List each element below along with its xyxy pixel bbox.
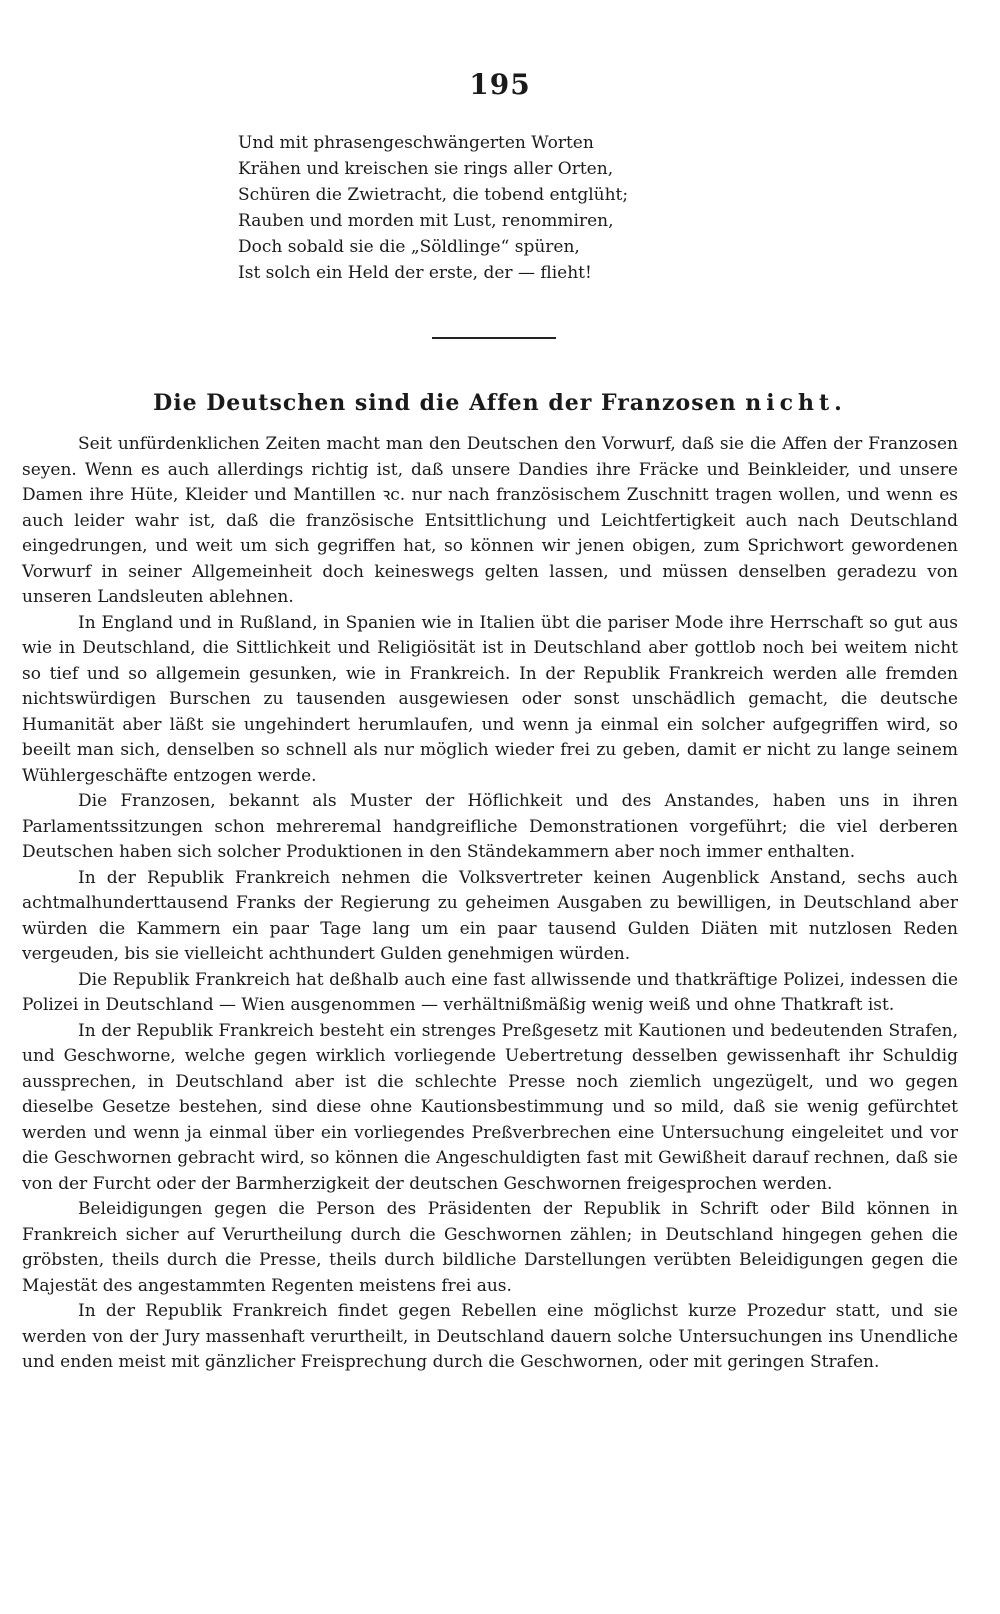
paragraph: Die Franzosen, bekannt als Muster der Höflichkeit und des Anstandes, haben uns in ihren Parlamentssitzungen schon mehreremal handgreifliche Demonstrationen vorgeführt; die viel derberen Deutschen haben sich solcher Produktionen in den Ständekammern aber noch immer enthalten. [22, 791, 958, 862]
poem-line: Doch sobald sie die „Söldlinge“ spüren, [238, 237, 580, 257]
section-heading-main: Die Deutschen sind die Affen der Franzosen [153, 390, 737, 416]
section-heading-emphasis: nicht. [745, 390, 847, 416]
paragraph: In der Republik Frankreich findet gegen Rebellen eine möglichst kurze Prozedur statt, und sie werden von der Jury massenhaft verurtheilt, in Deutschland dauern solche Untersuchungen ins Unendliche und enden meist mit gänzlicher Freisprechung durch die Geschwornen, oder mit geringen Strafen. [22, 1301, 958, 1372]
paragraph: Seit unfürdenklichen Zeiten macht man den Deutschen den Vorwurf, daß sie die Affen der Franzosen seyen. Wenn es auch allerdings richtig ist, daß unsere Dandies ihre Fräcke und Beinkleider, und unsere Damen ihre Hüte, Kleider und Mantillen ꝛc. nur nach französischem Zuschnitt tragen wollen, und wenn es auch leider wahr ist, daß die französische Entsittlichung und Leichtfertigkeit auch nach Deutschland eingedrungen, und weit um sich gegriffen hat, so können wir jenen obigen, zum Sprichwort gewordenen Vorwurf in seiner Allgemeinheit doch keineswegs gelten lassen, und müssen denselben geradezu von unseren Landsleuten ablehnen. [22, 434, 958, 607]
page-number: 195 [469, 68, 531, 101]
paragraph: Beleidigungen gegen die Person des Präsidenten der Republik in Schrift oder Bild können in Frankreich sicher auf Verurtheilung durch die Geschwornen zählen; in Deutschland hingegen gehen die gröbsten, theils durch die Presse, theils durch bildliche Darstellungen verübten Beleidigungen gegen die Majestät des angestammten Regenten meistens frei aus. [22, 1199, 958, 1296]
section-heading [0, 390, 1000, 416]
poem-line: Rauben und morden mit Lust, renommiren, [238, 211, 614, 231]
article-body [22, 432, 958, 1376]
poem-stanza [238, 130, 798, 286]
paragraph: In der Republik Frankreich nehmen die Volksvertreter keinen Augenblick Anstand, sechs auch achtmalhunderttausend Franks der Regierung zu geheimen Ausgaben zu bewilligen, in Deutschland aber würden die Kammern ein paar Tage lang um ein paar tausend Gulden Diäten mit nutzlosen Reden vergeuden, bis sie vielleicht achthundert Gulden genehmigen würden. [22, 867, 958, 964]
paragraph: In der Republik Frankreich besteht ein strenges Preßgesetz mit Kautionen und bedeutenden Strafen, und Geschworne, welche gegen wirklich vorliegende Uebertretung desselben gewissenhaft ihr Schuldig aussprechen, in Deutschland aber ist die schlechte Presse noch ziemlich ungezügelt, und wo gegen dieselbe Gesetze bestehen, sind diese ohne Kautionsbestimmung und so mild, daß sie wenig gefürchtet werden und wenn ja einmal über ein vorliegendes Preßverbrechen eine Untersuchung eingeleitet und vor die Geschwornen gebracht wird, so können die Angeschuldigten fast mit Gewißheit darauf rechnen, daß sie von der Furcht oder der Barmherzigkeit der deutschen Geschwornen freigesprochen werden. [22, 1020, 958, 1194]
poem-line: Schüren die Zwietracht, die tobend entglüht; [238, 185, 629, 205]
poem-line: Ist solch ein Held der erste, der — flieht! [238, 263, 592, 283]
paragraph: Die Republik Frankreich hat deßhalb auch eine fast allwissende und thatkräftige Polizei, indessen die Polizei in Deutschland — Wien ausgenommen — verhältnißmäßig wenig weiß und ohne Thatkraft ist. [22, 969, 958, 1015]
section-divider [432, 337, 556, 339]
poem-line: Krähen und kreischen sie rings aller Orten, [238, 159, 614, 179]
poem-line: Und mit phrasengeschwängerten Worten [238, 133, 594, 153]
paragraph: In England und in Rußland, in Spanien wie in Italien übt die pariser Mode ihre Herrschaft so gut aus wie in Deutschland, die Sittlichkeit und Religiösität ist in Deutschland aber gottlob noch bei weitem nicht so tief und so allgemein gesunken, wie in Frankreich. In der Republik Frankreich werden alle fremden nichtswürdigen Burschen zu tausenden ausgewiesen oder sonst unschädlich gemacht, die deutsche Humanität aber läßt sie ungehindert herumlaufen, und wenn ja einmal ein solcher aufgegriffen wird, so beeilt man sich, denselben so schnell als nur möglich wieder frei zu geben, damit er nicht zu lange seinem Wühlergeschäfte entzogen werde. [22, 612, 958, 786]
